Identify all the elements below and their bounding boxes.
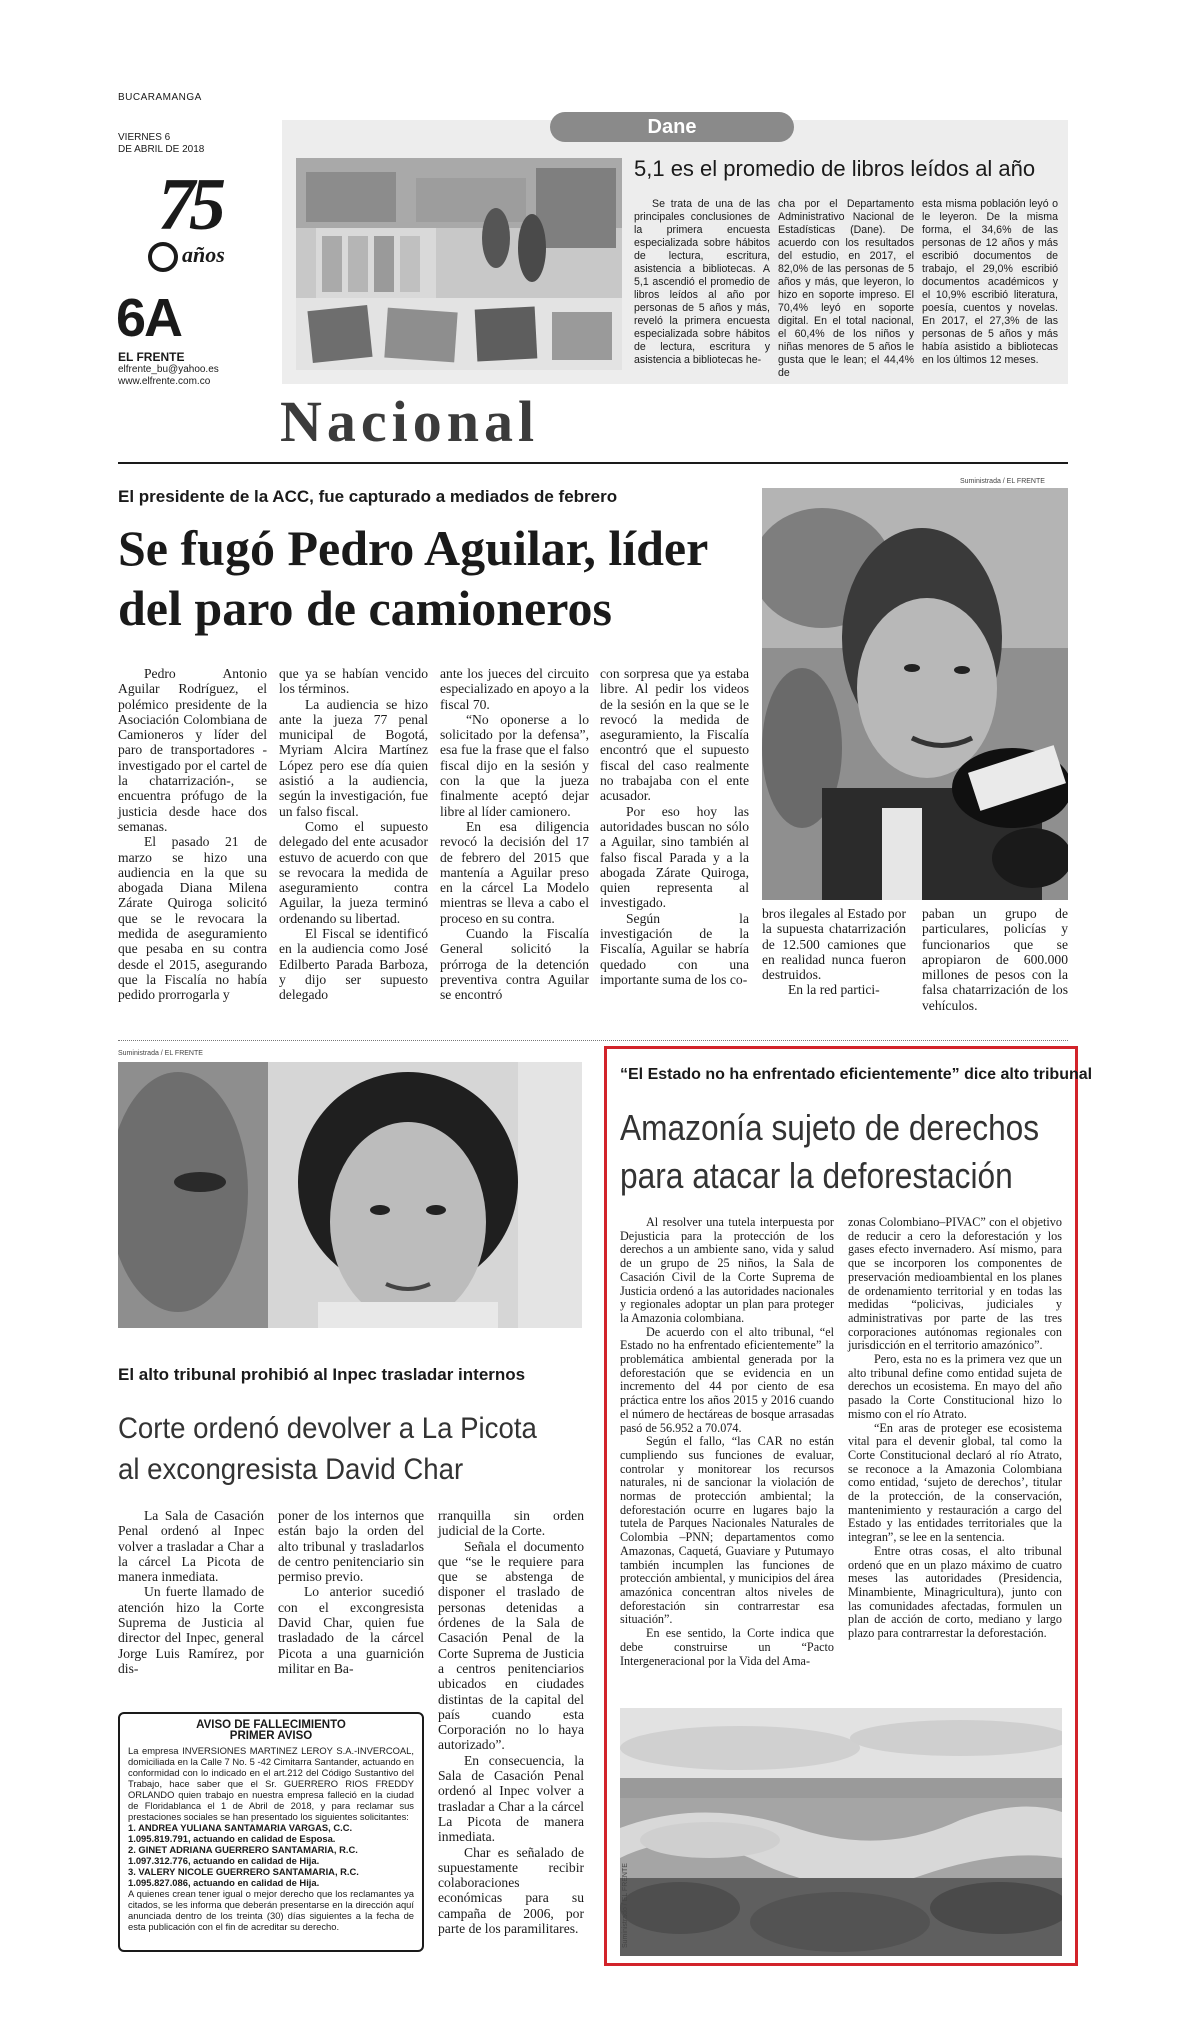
article3-paragraph: Al resolver una tutela interpuesta por Dejusticia para la protección de los derechos a un ambiente sano, vida y salud de un grupo de 25 niños, la Sala de Casación Civil de la Corte Suprema de Justicia ordenó a las autoridades nacionales y regionales adoptar un plan para proteger la Amazonia colombiana. — [620, 1215, 834, 1325]
article1-paragraph: que ya se habían vencido los términos. — [279, 666, 428, 697]
obituary-footer: A quienes crean tener igual o mejor derecho que los reclamantes ya citados, se les informa que deberán presentarse en la dirección aquí anunciada dentro de los treinta (30) días siguientes a la fecha de esta publicación con el fin de acreditar su derecho. — [128, 1888, 414, 1932]
dane-tab: Dane — [550, 112, 794, 142]
obituary-subtitle: PRIMER AVISO — [229, 1730, 313, 1742]
obituary-item-1: 1. ANDREA YULIANA SANTAMARIA VARGAS, C.C. 1.095.819.791, actuando en calidad de Esposa. — [128, 1822, 353, 1844]
article1-paragraph: En esa diligencia revocó la decisión del 17 de febrero del 2015 que mantenía a Aguilar preso en la cárcel La Modelo mientras se lleva a cabo el proceso en su contra. — [440, 818, 589, 926]
article2-col-2 — [278, 1508, 424, 1676]
article1-paragraph: “No oponerse a lo solicitado por la defensa”, esa fue la frase que el falso fiscal dijo en la sesión y con la que la jueza finalmente aceptó dejar libre al líder camionero. — [440, 711, 589, 819]
article1-paragraph: La audiencia se hizo ante la jueza 77 penal municipal de Bogotá, Myriam Alcira Martínez López pero ese día quien asistió a la audiencia, según la investigación, fue un falso fiscal. — [279, 696, 428, 819]
article2-paragraph: rranquilla sin orden judicial de la Corte. — [438, 1508, 584, 1539]
article3-paragraph: Pero, esta no es la primera vez que un alto tribunal define como entidad sujeta de derechos un ecosistema. En mayo del año pasado la Corte Constitucional hizo lo mismo con el río Atrato. — [848, 1352, 1062, 1421]
obituary-item-3: 3. VALERY NICOLE GUERRERO SANTAMARIA, R.C. 1.095.827.086, actuando en calidad de Hija. — [128, 1866, 359, 1888]
article1-paragraph: Por eso hoy las autoridades buscan no sólo a Aguilar, sino también al falso fiscal Parada y a la abogada Zárate Quiroga, quien representa al investigado. — [600, 803, 749, 911]
article2-paragraph: En consecuencia, la Sala de Casación Penal ordenó al Inpec volver a trasladar a Char a la cárcel La Picota de manera inmediata. — [438, 1752, 584, 1845]
article2-paragraph: poner de los internos que están bajo la orden del alto tribunal y trasladarlos de centro penitenciario sin permiso previo. — [278, 1508, 424, 1585]
anniversary-number: 75 — [158, 164, 220, 246]
article1-headline — [118, 518, 708, 638]
obituary-title: AVISO DE FALLECIMIENTO — [196, 1719, 346, 1731]
article1-col-2 — [279, 666, 428, 1003]
article3-paragraph: De acuerdo con el alto tribunal, “el Estado no ha enfrentado eficientemente” la problemática ambiental generada por la deforestación que se evidencia en un incremento del 44 por ciento de esa práctica entre los años 2015 y 2016 cuando el número de hectáreas de bosque arrasadas pasó de 56.952 a 70.074. — [620, 1324, 834, 1435]
article3-photo-credit: Suministrado / EL FRENTE — [622, 1863, 629, 1948]
article1-col-1 — [118, 666, 267, 1003]
city-label: BUCARAMANGA — [118, 92, 202, 103]
anniversary-ring-icon — [148, 242, 178, 272]
article1-paragraph: El Fiscal se identificó en la audiencia como José Edilberto Parada Barboza, y dijo ser supuesto delegado — [279, 926, 428, 1003]
dane-headline: 5,1 es el promedio de libros leídos al año — [634, 156, 1036, 181]
article1-paragraph: El pasado 21 de marzo se hizo una audiencia en la que su abogada Diana Milena Zárate Quiroga solicitó que se le revocara la medida de aseguramiento que pesaba en su contra desde el 2015, asegurando que la Fiscalía no había pedido prorrogarla y — [118, 834, 267, 1003]
obituary-box — [118, 1712, 424, 1952]
paper-name: EL FRENTE — [118, 350, 185, 364]
dane-library-photo — [296, 158, 622, 370]
article2-headline — [118, 1408, 573, 1490]
date-line-2: DE ABRIL DE 2018 — [118, 144, 205, 155]
dane-paragraph: Se trata de una de las principales conclusiones de la primera encuesta especializada sobre hábitos de lectura, escritura, asistencia a bibliotecas. A 5,1 ascendió el promedio de libros leídos al año por personas de 5 años y más, reveló la primera encuesta especializada sobre hábitos de lectura, escritura y asistencia a bibliotecas he- — [634, 198, 770, 366]
article1-headline-line1: Se fugó Pedro Aguilar, líder — [118, 520, 709, 576]
article3-headline-line1: Amazonía sujeto de derechos — [620, 1107, 1040, 1148]
article3-paragraph: zonas Colombiano–PIVAC” con el objetivo de reducir a cero la deforestación y los gases efecto invernadero. Así mismo, para que se incorporen los componentes de preservación medioambiental en los planes de ordenamiento territorial y en todas las medidas “policivas, judiciales y administrativas por parte de las tres corporaciones autónomas regionales con jurisdicción en el territorio amazónico”. — [848, 1215, 1062, 1353]
obituary-item-2: 2. GINET ADRIANA GUERRERO SANTAMARIA, R.C. 1.097.312.776, actuando en calidad de Hija. — [128, 1844, 358, 1866]
article2-paragraph: La Sala de Casación Penal ordenó al Inpec volver a trasladar a Char a la cárcel La Picota de manera inmediata. — [118, 1508, 264, 1585]
contact-email[interactable]: elfrente_bu@yahoo.es — [118, 364, 219, 375]
page-number: 6A — [116, 288, 182, 348]
article2-photo — [118, 1062, 582, 1328]
dane-box — [282, 116, 1068, 384]
section-separator — [118, 1040, 1068, 1041]
article2-paragraph: Char es señalado de supuestamente recibir colaboraciones económicas para su campaña de 2006, por parte de los paramilitares. — [438, 1844, 584, 1937]
article1-col-3 — [440, 666, 589, 1003]
article1-paragraph: Como el supuesto delegado del ente acusador estuvo de acuerdo con que se revocara la medida de aseguramiento contra Aguilar, la jueza terminó ordenando su libertad. — [279, 818, 428, 926]
article3-paragraph: “En aras de proteger ese ecosistema vital para el devenir global, tal como la Corte Constitucional declaró al río Atrato, se reconoce a la Amazonia Colombiana como entidad, ‘sujeto de derechos’, titular de la protección, de la conservación, mantenimiento y restauración a cargo del Estado y las entidades territoriales que la integran”, se lee en la sentencia. — [848, 1420, 1062, 1545]
article2-photo-credit: Suministrada / EL FRENTE — [118, 1050, 203, 1057]
article2-paragraph: Un fuerte llamado de atención hizo la Corte Suprema de Justicia al director del Inpec, general Jorge Luis Ramírez, por dis- — [118, 1584, 264, 1676]
dane-col-2 — [778, 198, 914, 380]
article2-kicker: El alto tribunal prohibió al Inpec trasladar internos — [118, 1365, 526, 1384]
section-title: Nacional — [280, 389, 540, 454]
dane-col-3 — [922, 198, 1058, 367]
dane-paragraph: cha por el Departamento Administrativo Nacional de Estadísticas (Dane). De acuerdo con los resultados del estudio, en 2017, el 82,0% de las personas de 5 años y más, que leyeron, lo hizo en soporte impreso. El 70,4% leyó en soporte digital. En el total nacional, el 60,4% de los niños y niñas menores de 5 años le gusta que le lean; el 44,4% de — [778, 198, 914, 379]
article1-paragraph: Cuando la Fiscalía General solicitó la prórroga de la detención preventiva contra Aguilar se encontró — [440, 926, 589, 1003]
article3-col-2 — [848, 1216, 1062, 1641]
article1-col-5 — [762, 906, 906, 998]
article1-paragraph: ante los jueces del circuito especializado en apoyo a la fiscal 70. — [440, 666, 589, 712]
article2-col-1 — [118, 1508, 264, 1676]
obituary-intro: La empresa INVERSIONES MARTINEZ LEROY S.A.-INVERCOAL, domiciliada en la Calle 7 No. 5 -42 Cimitarra Santander, actuando en conformidad con lo indicado en el art.212 del Código Sustantivo del Trabajo, hace saber que el Sr. GUERRERO RIOS FREDDY ORLANDO quien trabajo en nuestra empresa falleció en la ciudad de Floridablanca el 1 de Abril de 2018, y para reclamar sus prestaciones sociales se han presentado los siguientes solicitantes: — [128, 1745, 414, 1822]
article1-photo-credit: Suministrada / EL FRENTE — [960, 478, 1045, 485]
article2-headline-line2: al excongresista David Char — [118, 1453, 464, 1486]
article3-paragraph: Entre otras cosas, el alto tribunal ordenó que en un plazo máximo de cuatro meses las autoridades (Presidencia, Minambiente, Minagricultura), junto con las comunidades afectadas, formulen un plan de acción de corto, mediano y largo plazo para contrarrestar la deforestación. — [848, 1543, 1062, 1641]
article3-headline-line2: para atacar la deforestación — [620, 1155, 1013, 1196]
article3-col-1 — [620, 1216, 834, 1668]
article1-paragraph: bros ilegales al Estado por la supuesta chatarrización de 12.500 camiones que en realidad nunca fueron destruidos. — [762, 906, 906, 983]
anniversary-word: años — [182, 242, 225, 267]
dane-paragraph: esta misma población leyó o le leyeron. De la misma forma, el 34,6% de las personas de 12 años y más escribió documentos de trabajo, el 29,0% escribió documentos académicos y el 10,9% escribió literatura, poesía, cuentos y novelas. En 2017, el 27,3% de las personas de 5 años y más había asistido a bibliotecas en los últimos 12 meses. — [922, 198, 1058, 366]
article1-col-6 — [922, 906, 1068, 1013]
article1-kicker: El presidente de la ACC, fue capturado a mediados de febrero — [118, 487, 618, 506]
article1-paragraph: Pedro Antonio Aguilar Rodríguez, el polémico presidente de la Asociación Colombiana de Camioneros y líder del paro de transportadores -investigado por el cartel de la chatarrización-, se encuentra prófugo de la justicia desde hace dos semanas. — [118, 666, 267, 834]
article3-amazon-photo — [620, 1708, 1062, 1956]
article3-headline — [620, 1104, 1096, 1200]
article2-paragraph: Lo anterior sucedió con el excongresista David Char, quien fue trasladado de la cárcel Picota a una guarnición militar en Ba- — [278, 1584, 424, 1676]
article3-paragraph: Según el fallo, “las CAR no están cumpliendo sus funciones de evaluar, controlar y monitorear los recursos naturales, ni de sancionar la violación de normas de protección ambiental; la deforestación ocurre en lugares bajo la tutela de Parques Nacionales Naturales de Colombia –PNN; departamentos como Amazonas, Caquetá, Guaviare y Putumayo también incumplen las funciones de protección ambiental, y municipios del área amazónica concentran altos niveles de deforestación sin contrarrestar esa situación”. — [620, 1434, 834, 1627]
article1-paragraph: paban un grupo de particulares, policías y funcionarios que se apropiaron de 600.000 millones de pesos con la falsa chatarrización de los vehículos. — [922, 906, 1068, 1013]
article2-col-3 — [438, 1508, 584, 1936]
date-line-1: VIERNES 6 — [118, 132, 171, 143]
website-link[interactable]: www.elfrente.com.co — [118, 376, 211, 387]
article3-paragraph: En ese sentido, la Corte indica que debe construirse un “Pacto Intergeneracional por la Vida del Ama- — [620, 1626, 834, 1668]
article1-col-4 — [600, 666, 749, 987]
article2-headline-line1: Corte ordenó devolver a La Picota — [118, 1412, 537, 1445]
anniversary-logo — [148, 164, 258, 280]
article1-headline-line2: del paro de camioneros — [118, 580, 612, 636]
article1-photo — [762, 488, 1068, 900]
article2-paragraph: Señala el documento que “se le requiere para que se abstenga de disponer el traslado de personas detenidas a órdenes de la Sala de Casación Penal de la Corte Suprema de Justicia a centros penitenciarios ubicados en ciudades distintas de la capital del país cuando esta Corporación no lo haya autorizado”. — [438, 1538, 584, 1753]
article1-paragraph: Según la investigación de la Fiscalía, Aguilar se habría quedado con una importante suma de los co- — [600, 910, 749, 987]
dane-col-1 — [634, 198, 770, 367]
article3-kicker: “El Estado no ha enfrentado eficientemente” dice alto tribunal — [620, 1066, 1093, 1083]
article1-paragraph: En la red partici- — [788, 982, 880, 998]
article1-paragraph: con sorpresa que ya estaba libre. Al pedir los videos de la sesión en la que se le revocó la medida de aseguramiento, la Fiscalía encontró que el supuesto fiscal del caso realmente no trabajaba con el ente acusador. — [600, 666, 749, 804]
section-rule — [118, 462, 1068, 464]
